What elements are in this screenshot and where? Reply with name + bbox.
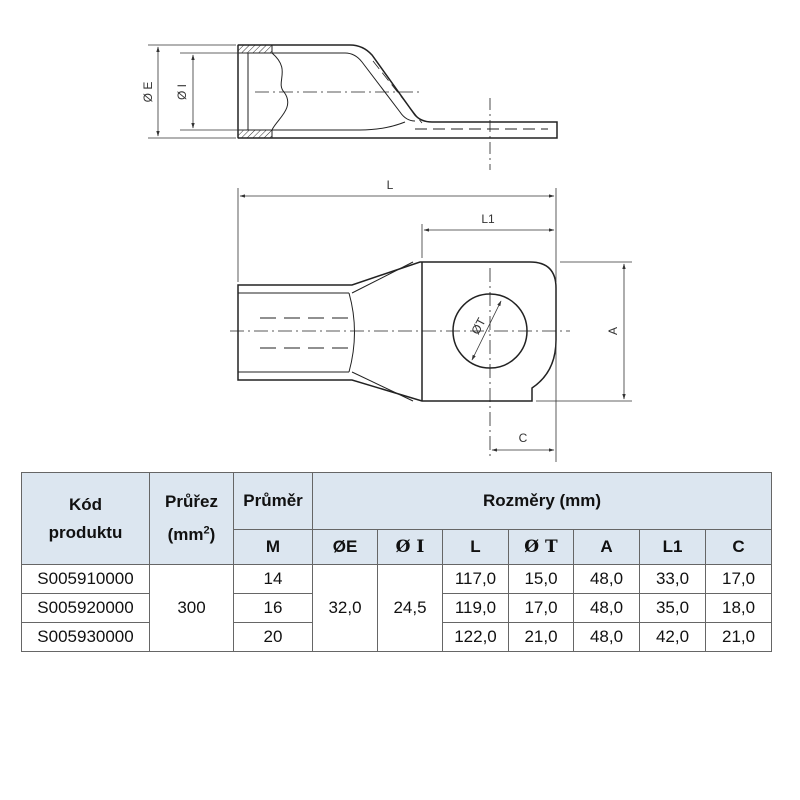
cell-T: 15,0 xyxy=(509,565,574,594)
cell-code: S005930000 xyxy=(22,623,150,652)
cell-code: S005920000 xyxy=(22,594,150,623)
subheader-M: M xyxy=(234,530,313,565)
subheader-L: L xyxy=(443,530,509,565)
header-cross-title: Průřez xyxy=(165,492,218,512)
cell-L: 119,0 xyxy=(443,594,509,623)
cell-code: S005910000 xyxy=(22,565,150,594)
cell-M: 20 xyxy=(234,623,313,652)
header-cross-unit: $(mm^2)$ xyxy=(167,524,216,544)
header-code-line2: produktu xyxy=(48,522,123,542)
dim-label-T: ØT xyxy=(468,315,489,337)
cell-A: 48,0 xyxy=(574,623,640,652)
side-view-dimensions xyxy=(148,45,246,138)
dim-label-A: A xyxy=(606,326,620,336)
cell-C: 17,0 xyxy=(706,565,772,594)
cell-L1: 42,0 xyxy=(640,623,706,652)
cell-T: 21,0 xyxy=(509,623,574,652)
cell-cross-section: 300 xyxy=(150,565,234,652)
header-code-line1: Kód xyxy=(68,494,103,514)
dim-label-L: L xyxy=(386,178,394,192)
dim-label-C: C xyxy=(518,431,528,445)
subheader-L1: L1 xyxy=(640,530,706,565)
header-dimensions: Rozměry (mm) xyxy=(313,473,772,530)
barrel-wall-hatch-bottom xyxy=(238,130,272,138)
cell-A: 48,0 xyxy=(574,594,640,623)
cell-C: 18,0 xyxy=(706,594,772,623)
table-row xyxy=(22,565,772,594)
barrel-wall-hatch-top xyxy=(238,45,272,53)
dim-label-L1: L1 xyxy=(481,212,495,226)
top-view-dimensions xyxy=(238,188,632,462)
cell-T: 17,0 xyxy=(509,594,574,623)
subheader-C: C xyxy=(706,530,772,565)
cell-C: 21,0 xyxy=(706,623,772,652)
dim-label-E: Ø E xyxy=(141,81,155,103)
side-view xyxy=(238,45,557,170)
header-cross-section xyxy=(150,473,234,565)
cell-L: 122,0 xyxy=(443,623,509,652)
spec-table xyxy=(21,472,772,652)
cell-L1: 35,0 xyxy=(640,594,706,623)
cell-A: 48,0 xyxy=(574,565,640,594)
subheader-A: A xyxy=(574,530,640,565)
cell-M: 14 xyxy=(234,565,313,594)
subheader-E: ØE xyxy=(313,530,378,565)
subheader-T: Ø T xyxy=(509,530,574,565)
cell-L: 117,0 xyxy=(443,565,509,594)
header-code xyxy=(22,473,150,565)
dim-label-I: Ø I xyxy=(175,83,189,101)
cell-M: 16 xyxy=(234,594,313,623)
cell-E: 32,0 xyxy=(313,565,378,652)
cell-L1: 33,0 xyxy=(640,565,706,594)
cell-I: 24,5 xyxy=(378,565,443,652)
subheader-I: Ø I xyxy=(378,530,443,565)
header-diameter: Průměr xyxy=(234,473,313,530)
